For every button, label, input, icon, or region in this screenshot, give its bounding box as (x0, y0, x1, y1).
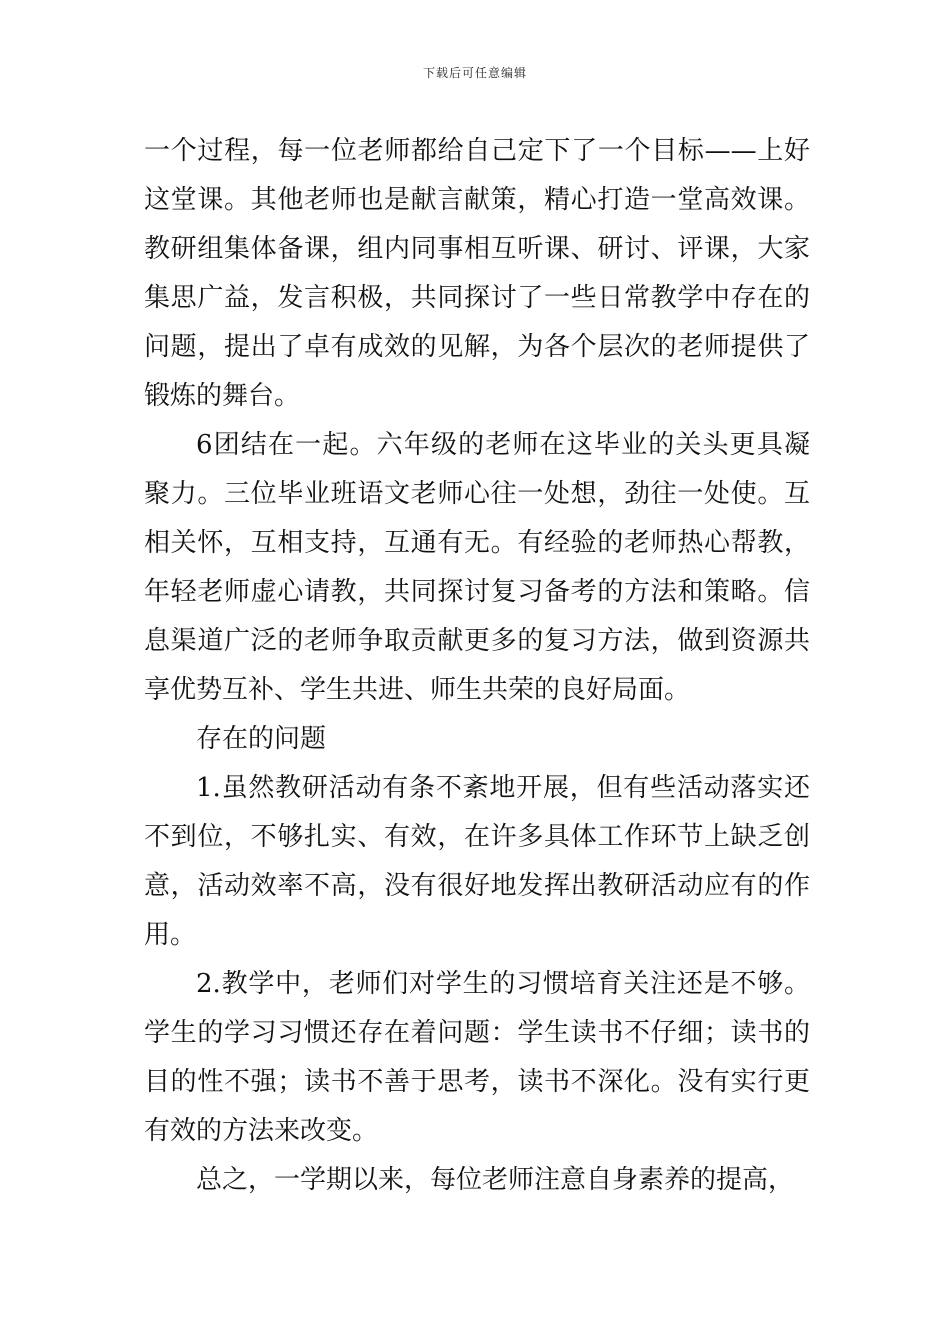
paragraph-problem-2: 2.教学中，老师们对学生的习惯培育关注还是不够。学生的学习习惯还存在着问题：学生读书不仔细；读书的目的性不强；读书不善于思考，读书不深化。没有实行更有效的方法来改变。 (144, 969, 810, 1146)
paragraph-problem-1: 1.虽然教研活动有条不紊地开展，但有些活动落实还不到位，不够扎实、有效，在许多具体工作环节上缺乏创意，活动效率不高，没有很好地发挥出教研活动应有的作用。 (144, 773, 810, 950)
page-header: 下载后可任意编辑 (422, 66, 527, 80)
paragraph-continuation: 一个过程，每一位老师都给自己定下了一个目标——上好这堂课。其他老师也是献言献策，精心打造一堂高效课。教研组集体备课，组内同事相互听课、研讨、评课，大家集思广益，发言积极，共同探讨了一些日常教学中存在的问题，提出了卓有成效的见解，为各个层次的老师提供了锻炼的舞台。 (144, 136, 810, 411)
paragraph-unity: 6团结在一起。六年级的老师在这毕业的关头更具凝聚力。三位毕业班语文老师心往一处想，劲往一处使。互相关怀，互相支持，互通有无。有经验的老师热心帮教，年轻老师虚心请教，共同探讨复习备考的方法和策略。信息渠道广泛的老师争取贡献更多的复习方法，做到资源共享优势互补、学生共进、师生共荣的良好局面。 (144, 430, 810, 705)
section-heading-problems: 存在的问题 (196, 724, 327, 754)
document-body (144, 127, 810, 1205)
paragraph-summary: 总之，一学期以来，每位老师注意自身素养的提高， (196, 1165, 795, 1195)
